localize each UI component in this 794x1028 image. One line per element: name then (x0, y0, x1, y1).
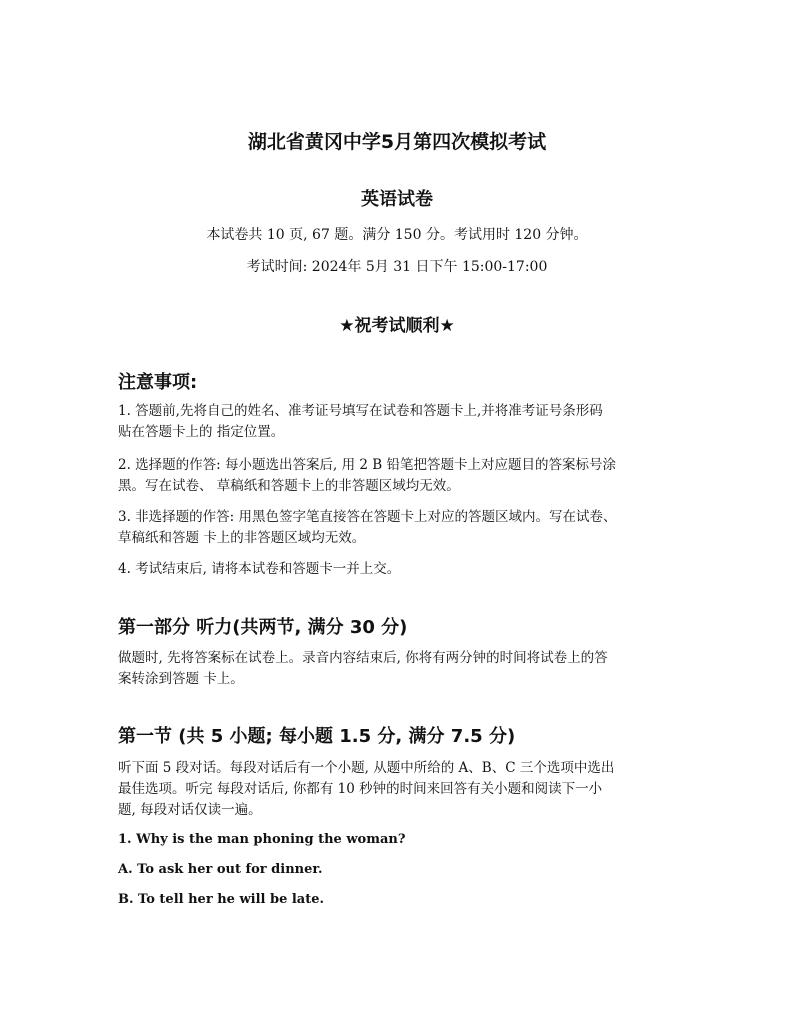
part-one-intro-line: 做题时, 先将答案标在试卷上。录音内容结束后, 你将有两分钟的时间将试卷上的答 (118, 650, 608, 666)
note-item-line: 贴在答题卡上的 指定位置。 (118, 424, 285, 440)
note-item-1 (118, 401, 690, 443)
note-item-line: 3. 非选择题的作答: 用黑色签字笔直接答在答题卡上对应的答题区域内。写在试卷、 (118, 509, 617, 525)
note-item-3 (118, 507, 690, 549)
question-1-option-a-block (118, 862, 690, 877)
exam-blessing: ★祝考试顺利★ (339, 316, 455, 336)
exam-title: 湖北省黄冈中学5月第四次模拟考试 (247, 131, 547, 153)
section-one-heading: 第一节 (共 5 小题; 每小题 1.5 分, 满分 7.5 分) (118, 726, 516, 747)
question-option-a: A. To ask her out for dinner. (118, 862, 323, 877)
note-item-line: 4. 考试结束后, 请将本试卷和答题卡一并上交。 (118, 561, 401, 577)
note-item-line: 草稿纸和答题 卡上的非答题区域均无效。 (118, 530, 366, 546)
part-one-heading: 第一部分 听力(共两节, 满分 30 分) (118, 617, 408, 638)
question-1-option-b-block (118, 892, 690, 907)
section-one-intro-line: 题, 每段对话仅读一遍。 (118, 802, 262, 818)
note-item-line: 黑。写在试卷、 草稿纸和答题卡上的非答题区域均无效。 (118, 478, 460, 494)
part-one-heading-block (118, 613, 690, 639)
section-one-intro-line: 听下面 5 段对话。每段对话后有一个小题, 从题中所给的 A、B、C 三个选项中选出 (118, 760, 615, 776)
section-one-heading-block (118, 722, 690, 748)
section-one-intro-line: 最佳选项。听完 每段对话后, 你都有 10 秒钟的时间来回答有关小题和阅读下一小 (118, 781, 603, 797)
notes-heading: 注意事项: (118, 372, 198, 393)
note-item-2 (118, 455, 690, 497)
section-one-intro (118, 758, 690, 821)
exam-subtitle: 英语试卷 (361, 189, 433, 210)
part-one-intro-line: 案转涂到答题 卡上。 (118, 671, 244, 687)
exam-info-pages-score: 本试卷共 10 页, 67 题。满分 150 分。考试用时 120 分钟。 (206, 227, 588, 243)
exam-info-time: 考试时间: 2024年 5月 31 日下午 15:00-17:00 (246, 259, 548, 275)
part-one-intro (118, 648, 690, 690)
question-1-stem-block (118, 832, 690, 847)
note-item-line: 2. 选择题的作答: 每小题选出答案后, 用 2 B 铅笔把答题卡上对应题目的答案标号涂 (118, 457, 616, 473)
note-item-line: 1. 答题前,先将自己的姓名、准考证号填写在试卷和答题卡上,并将准考证号条形码 (118, 403, 603, 419)
question-option-b: B. To tell her he will be late. (118, 892, 325, 907)
notes-heading-block (118, 368, 690, 394)
question-stem: 1. Why is the man phoning the woman? (118, 832, 406, 847)
note-item-4 (118, 559, 690, 580)
